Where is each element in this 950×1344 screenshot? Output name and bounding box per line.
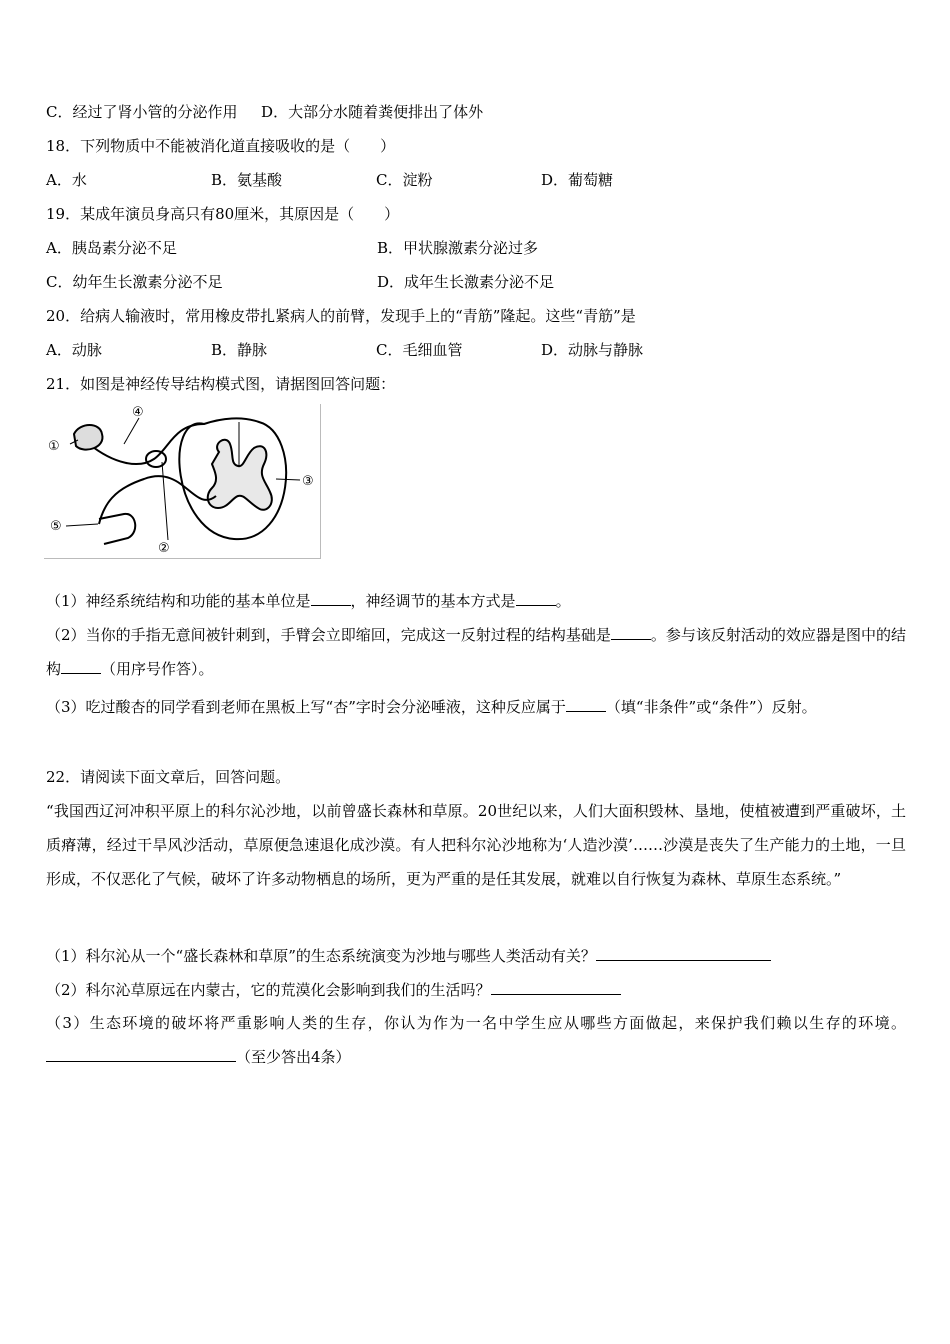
leader-5 [66,524,98,526]
q18-option-b: B．氨基酸 [211,171,283,189]
leader-3 [276,479,300,480]
q19-option-a: A．胰岛素分泌不足 [46,239,177,257]
reflex-arc-svg [44,404,320,558]
diagram-label-4: ④ [132,405,144,420]
q20-option-d: D．动脉与静脉 [541,341,644,359]
q22-p2-text: （2）科尔沁草原远在内蒙古，它的荒漠化会影响到我们的生活吗？ [46,981,491,999]
diagram-label-3: ③ [302,474,314,489]
q21-p3-text-a: （3）吃过酸杏的同学看到老师在黑板上写“杏”字时会分泌唾液，这种反应属于 [46,698,566,716]
effector [99,514,135,544]
q22-part-1 [46,946,771,966]
q21-p1-text-b: ，神经调节的基本方式是 [350,592,516,610]
q21-p3-text-b: （填“非条件”或“条件”）反射。 [605,698,817,716]
q20-option-b: B．静脉 [211,341,268,359]
q17-options-cd [46,102,483,122]
diagram-label-2: ② [158,541,170,556]
q21-p2-text-c: （用序号作答）。 [101,660,214,678]
grey-matter [208,440,272,510]
diagram-label-1: ① [48,439,60,454]
q21-p2-text-b: 。参与该反射活动的效应器是图中的结构 [46,626,906,678]
q21-p1-blank-1[interactable] [311,591,351,606]
q22-p3-blank[interactable] [46,1047,236,1062]
q22-part-2 [46,980,621,1000]
q21-stem: 21．如图是神经传导结构模式图，请据图回答问题： [46,375,396,393]
q19-option-d: D．成年生长激素分泌不足 [377,273,555,291]
q18-stem: 18．下列物质中不能被消化道直接吸收的是（ ） [46,137,396,155]
efferent-nerve [99,476,216,524]
q22-p1-text: （1）科尔沁从一个“盛长森林和草原”的生态系统演变为沙地与哪些人类活动有关？ [46,947,596,965]
q19-option-b: B．甲状腺激素分泌过多 [377,239,539,257]
leader-4 [124,418,139,444]
q18-option-d: D．葡萄糖 [541,171,614,189]
q21-part-2 [46,618,906,686]
q19-stem: 19．某成年演员身高只有80厘米，其原因是（ ） [46,205,400,223]
q21-part-1 [46,584,906,618]
q21-p1-text-c: 。 [555,592,571,610]
q22-p3-text-b: （至少答出4条） [236,1048,351,1066]
q18-option-a: A．水 [46,171,87,189]
q18-option-c: C．淀粉 [376,171,433,189]
q17-option-d: D．大部分水随着粪便排出了体外 [261,103,484,121]
q20-stem: 20．给病人输液时，常用橡皮带扎紧病人的前臂，发现手上的“青筋”隆起。这些“青筋”是 [46,307,636,325]
q22-p3-text-a: （3）生态环境的破坏将严重影响人类的生存，你认为作为一名中学生应从哪些方面做起，来保护我们赖以生存的环境。 [46,1014,906,1032]
q18-options [46,170,706,190]
q20-options [46,340,706,360]
q19-option-c: C．幼年生长激素分泌不足 [46,273,223,291]
leader-2 [162,462,168,540]
q19-options-ab [46,238,708,258]
q21-p1-blank-2[interactable] [516,591,556,606]
q22-part-3 [46,1006,906,1074]
q21-p2-blank-1[interactable] [611,625,651,640]
q22-p1-blank[interactable] [596,946,771,961]
q21-p2-blank-2[interactable] [61,659,101,674]
q21-p2-text-a: （2）当你的手指无意间被针刺到，手臂会立即缩回，完成这一反射过程的结构基础是 [46,626,611,644]
q22-passage: “我国西辽河冲积平原上的科尔沁沙地，以前曾盛长森林和草原。20世纪以来，人们大面积毁林、垦地，使植被遭到严重破坏，土质瘠薄，经过干旱风沙活动，草原便急速退化成沙漠。有人把科尔沁沙地称为‘人造沙漠’……沙漠是丧失了生产能力的土地，一旦形成，不仅恶化了气候，破坏了许多动物栖息的场所，更为严重的是任其发展，就难以自行恢复为森林、草原生态系统。” [46,802,906,888]
q21-p3-blank[interactable] [566,697,606,712]
q22-stem: 22．请阅读下面文章后，回答问题。 [46,768,291,786]
q20-option-c: C．毛细血管 [376,341,463,359]
q17-option-c: C．经过了肾小管的分泌作用 [46,103,238,121]
reflex-arc-diagram [44,404,321,559]
ganglion [146,451,166,467]
q22-p2-blank[interactable] [491,980,621,995]
q21-p1-text-a: （1）神经系统结构和功能的基本单位是 [46,592,311,610]
q21-part-3 [46,690,906,724]
diagram-label-5: ⑤ [50,519,62,534]
q20-option-a: A．动脉 [46,341,102,359]
q19-options-cd [46,272,708,292]
receptor [74,425,102,450]
